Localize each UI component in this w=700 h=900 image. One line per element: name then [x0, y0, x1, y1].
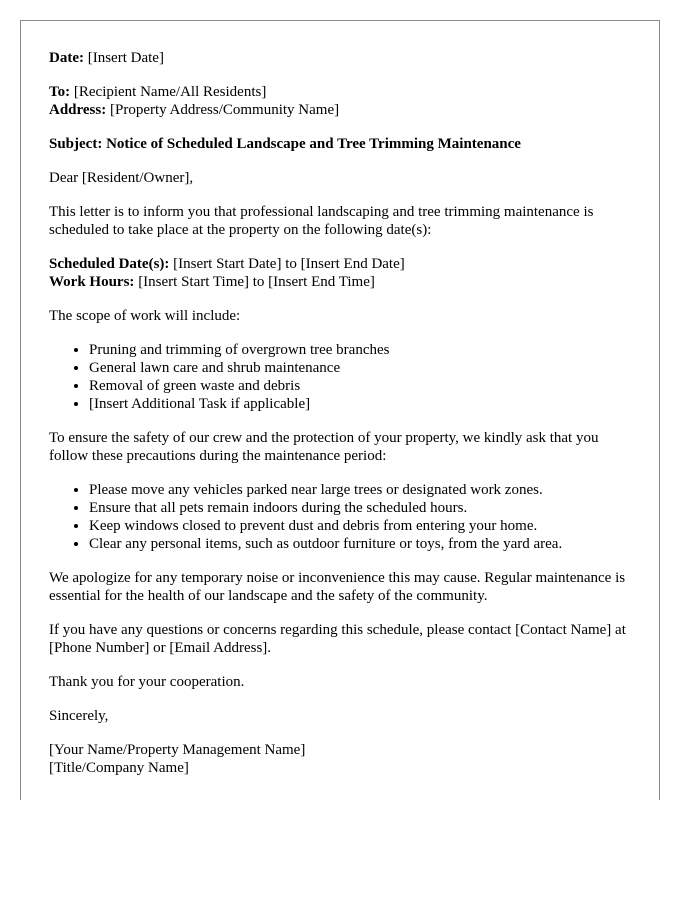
list-item: • General lawn care and shrub maintenance	[89, 359, 631, 377]
closing-line: Sincerely,	[49, 708, 109, 724]
contact-paragraph: If you have any questions or concerns regarding this schedule, please contact [Contact Name] at [Phone Number] or [Email Address].	[49, 622, 626, 656]
precautions-list	[49, 481, 631, 553]
list-item: • Removal of green waste and debris	[89, 377, 631, 395]
date-line	[49, 49, 631, 67]
address-line	[49, 101, 631, 119]
list-item: • Ensure that all pets remain indoors during the scheduled hours.	[89, 499, 631, 517]
date-value: [Insert Date]	[87, 50, 164, 66]
address-label: Address:	[49, 102, 107, 118]
thanks-line: Thank you for your cooperation.	[49, 674, 245, 690]
list-item: • Pruning and trimming of overgrown tree branches	[89, 341, 631, 359]
to-line	[49, 83, 631, 101]
recipient-block	[49, 83, 631, 119]
precautions-intro: To ensure the safety of our crew and the protection of your property, we kindly ask that you follow these precautions during the maintenance period:	[49, 430, 599, 464]
signature-block	[49, 741, 631, 777]
signature-name: [Your Name/Property Management Name]	[49, 742, 306, 758]
work-hours-label: Work Hours:	[49, 274, 135, 290]
list-item: • [Insert Additional Task if applicable]	[89, 395, 631, 413]
intro-paragraph: This letter is to inform you that professional landscaping and tree trimming maintenance is scheduled to take place at the property on the following date(s):	[49, 204, 594, 238]
letter-page	[20, 20, 660, 800]
scope-list	[49, 341, 631, 413]
scheduled-dates-label: Scheduled Date(s):	[49, 256, 170, 272]
subject-label: Subject:	[49, 136, 103, 152]
greeting: Dear [Resident/Owner],	[49, 170, 194, 186]
subject-value: Notice of Scheduled Landscape and Tree Trimming Maintenance	[106, 136, 521, 152]
list-item: • Please move any vehicles parked near large trees or designated work zones.	[89, 481, 631, 499]
apology-paragraph: We apologize for any temporary noise or inconvenience this may cause. Regular maintenance is essential for the health of our landscape and the safety of the community.	[49, 570, 626, 604]
date-label: Date:	[49, 50, 84, 66]
signature-title: [Title/Company Name]	[49, 760, 189, 776]
list-item: • Keep windows closed to prevent dust and debris from entering your home.	[89, 517, 631, 535]
scope-intro: The scope of work will include:	[49, 308, 241, 324]
list-item: • Clear any personal items, such as outdoor furniture or toys, from the yard area.	[89, 535, 631, 553]
schedule-block	[49, 255, 631, 291]
work-hours-value: [Insert Start Time] to [Insert End Time]	[138, 274, 375, 290]
to-label: To:	[49, 84, 71, 100]
work-hours-line	[49, 273, 631, 291]
address-value: [Property Address/Community Name]	[109, 102, 340, 118]
to-value: [Recipient Name/All Residents]	[73, 84, 267, 100]
scheduled-dates-value: [Insert Start Date] to [Insert End Date]	[173, 256, 405, 272]
scheduled-dates-line	[49, 255, 631, 273]
subject-line	[49, 135, 631, 153]
